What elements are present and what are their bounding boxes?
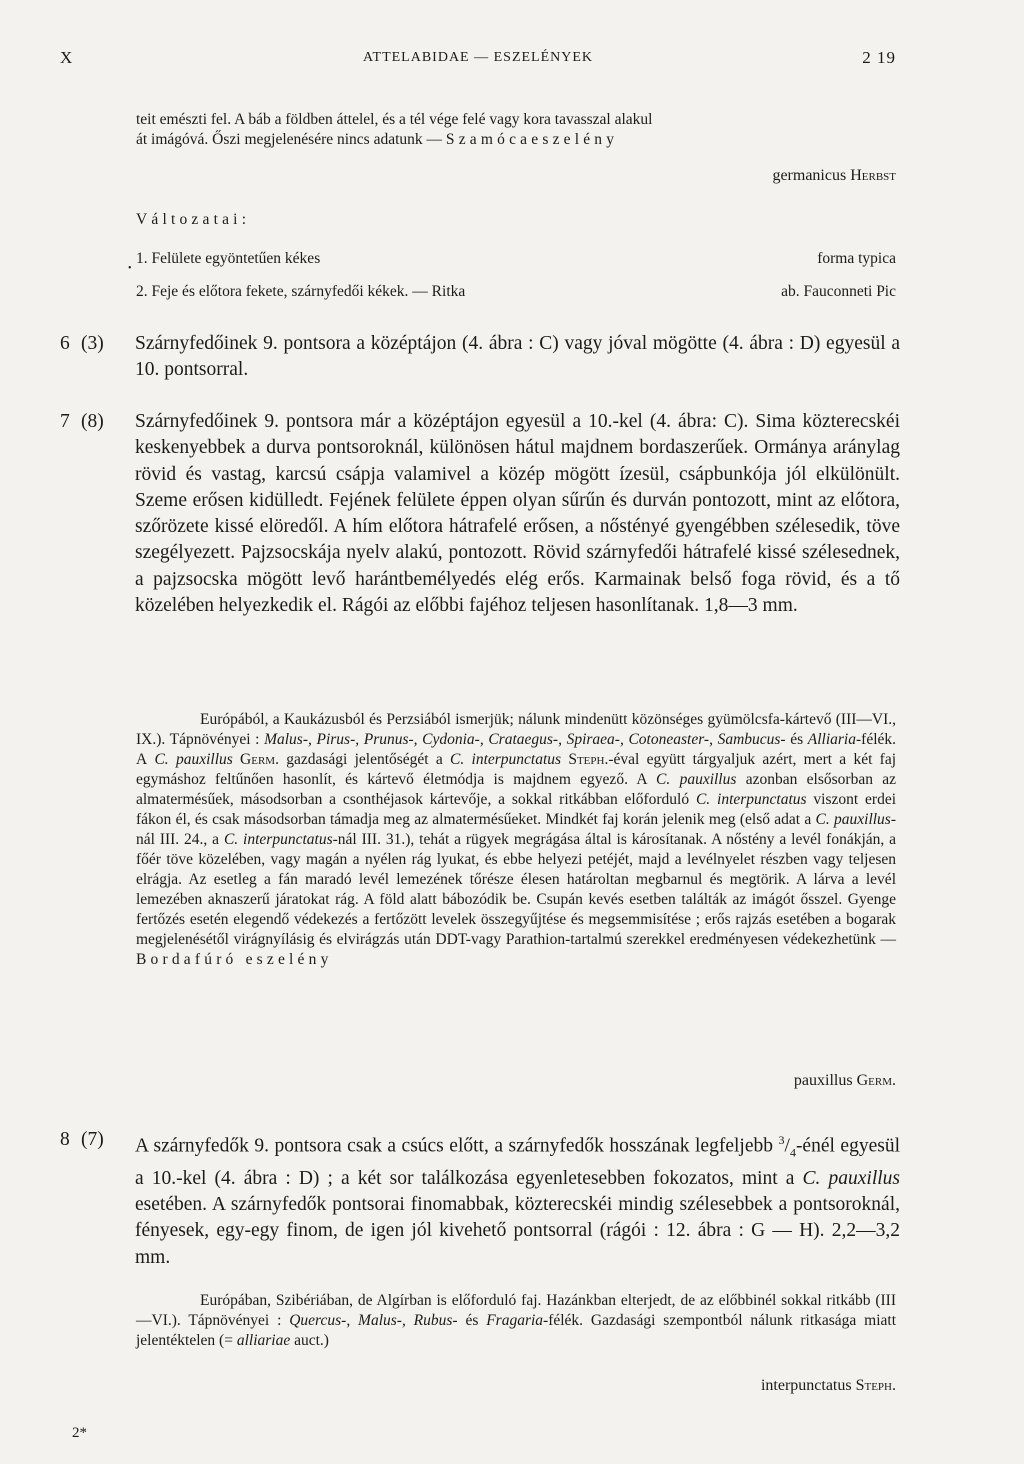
key-couplet-7 bbox=[60, 409, 900, 619]
variants-title: Változatai: bbox=[136, 211, 251, 228]
signature-mark: 2* bbox=[72, 1425, 87, 1441]
couplet-ref: (3) bbox=[81, 333, 104, 354]
common-name-bordafuro: Bordafúró eszelény bbox=[136, 951, 333, 968]
intro-line-1: teit emészti fel. A báb a földben áttelel, és a tél vége felé vagy kora tavasszal alakul bbox=[136, 111, 653, 128]
running-header bbox=[60, 48, 896, 74]
species-pauxillus: pauxillus Germ. bbox=[793, 1072, 896, 1089]
couplet-number: 8 bbox=[60, 1129, 70, 1150]
species-germanicus: germanicus Herbst bbox=[772, 167, 896, 184]
header-section-mark: X bbox=[60, 48, 74, 67]
couplet-number: 7 bbox=[60, 411, 70, 432]
couplet-ref: (8) bbox=[81, 411, 104, 432]
key-couplet-8 bbox=[60, 1127, 900, 1271]
couplet-text: Szárnyfedőinek 9. pontsora a középtájon (4. ábra : C) vagy jóval mögötte (4. ábra : D) egyesül a 10. pontsorral. bbox=[135, 333, 900, 381]
key-couplet-6 bbox=[60, 331, 900, 384]
couplet-text: A szárnyfedők 9. pontsora csak a csúcs előtt, a szárnyfedők hosszának legfeljebb $^3/_4$-énél egyesül a 10.-kel (4. ábra : D) ; a két sor találkozása egyenletesebben fokozatos, mint a C. pauxillus esetében. A szárnyfedők pontsorai finomabbak, közterecskéi mindig szélesebbek a pontsoroknál, fényesek, egy-egy finom, de igen jól kivehető pontsorral (rágói : 12. ábra : G — H). 2,2—3,2 mm. bbox=[135, 1133, 901, 1268]
couplet-number: 6 bbox=[60, 333, 70, 354]
interpunctatus-paragraph: Európában, Szibériában, de Algírban is előforduló faj. Hazánkban elterjedt, de az előbbinél sokkal ritkább (III—VI.). Tápnövényei : Quercus-, Malus-, Rubus- és Fragaria-félék. Gazdasági szempontból nálunk ritkasága miatt jelentéktelen (= alliariae auct.) bbox=[136, 1292, 897, 1349]
header-title: ATTELABIDAE — ESZELÉNYEK bbox=[362, 50, 594, 65]
species-interpunctatus: interpunctatus Steph. bbox=[760, 1377, 896, 1394]
variant-row: 2. Feje és előtora fekete, szárnyfedői kékek. — Ritka ab. Fauconneti Pic bbox=[136, 283, 896, 300]
pauxillus-paragraph: Európából, a Kaukázusból és Perzsiából ismerjük; nálunk mindenütt közönséges gyümölcsfa-kártevő (III—VI., IX.). Tápnövényei : Malus-, Pirus-, Prunus-, Cydonia-, Crataegus-, Spiraea-, Cotoneaster-, Sambucus- és Alliaria-félék. A C. pauxillus Germ. gazdasági jelentőségét a C. interpunctatus Steph.-éval együtt tárgyaljuk azért, mert a két faj egymáshoz feltűnően hasonlít, és kártevő életmódja is majdnem egyező. A C. pauxillus azonban elsősorban az almatermésűek, másodsorban a csonthéjasok kártevője, a sokkal ritkábban előforduló C. interpunctatus viszont erdei fákon él, és csak másodsorban támadja meg az almatermésűeket. Mindkét faj korán jelenik meg (első adat a C. pauxillus-nál III. 24., a C. interpunctatus-nál III. 31.), tehát a rügyek megrágása által is károsítanak. A nőstény a levél fonákján, a főér töve közelében, vagy magán a nyélen rág lyukat, és ebbe helyezi petéjét, majd a levélnyelet részben vagy teljesen elrágja. Az esetleg a fán maradó levél lemezének tőrésze élesen határoltan megbarnul és megtörik. A lárva a levél lemezében aknaszerű járatokat rág. A föld alatt bábozódik be. Csupán kevés esetben találták az imágót ősszel. Gyenge fertőzés esetén elegendő védekezés a fertőzött levelek összegyűjtése és megsemmisítése ; erős rajzás esetében a bogarak megjelenésétől virágnyílásig és elvirágzás után DDT-vagy Parathion-tartalmú szerekkel eredményesen védekezhetünk — Bordafúró eszelény bbox=[136, 711, 897, 968]
intro-line-2: át imágóvá. Őszi megjelenésére nincs adatunk — Szamócaeszelény bbox=[136, 131, 619, 148]
intro-paragraph bbox=[136, 110, 896, 150]
variant-row: 1. Felülete egyöntetűen kékes forma typica bbox=[136, 250, 896, 267]
header-page-number: 2 19 bbox=[862, 48, 896, 67]
couplet-text: Szárnyfedőinek 9. pontsora már a középtájon egyesül a 10.-kel (4. ábra: C). Sima közterecskéi keskenyebbek a durva pontsoroknál, különösen hátul majdnem bordaszerűek. Ormánya aránylag rövid és vastag, karcsú csápja valamivel a közép mögött ízesül, csápbunkója jól elkülönült. Szeme erősen kidülledt. Fejének felülete éppen olyan sűrűn és durván pontozott, mint az előtora, szőrözete kissé elöredől. A hím előtora hátrafelé erősen, a nőstényé gyengébben szélesedik, töve szegélyezett. Pajzsocskája nyelv alakú, pontozott. Rövid szárnyfedői hátrafelé kissé szélesednek, a pajzsocska mögött levő harántbemélyedés elég erős. Karmainak belső foga rövid, és a tő közelében helyezkedik el. Rágói az előbbi fajéhoz teljesen hasonlítanak. 1,8—3 mm. bbox=[135, 411, 900, 617]
couplet-ref: (7) bbox=[81, 1129, 104, 1150]
bullet-mark: • bbox=[128, 263, 132, 274]
common-name-szamoca: Szamócaeszelény bbox=[445, 131, 619, 148]
